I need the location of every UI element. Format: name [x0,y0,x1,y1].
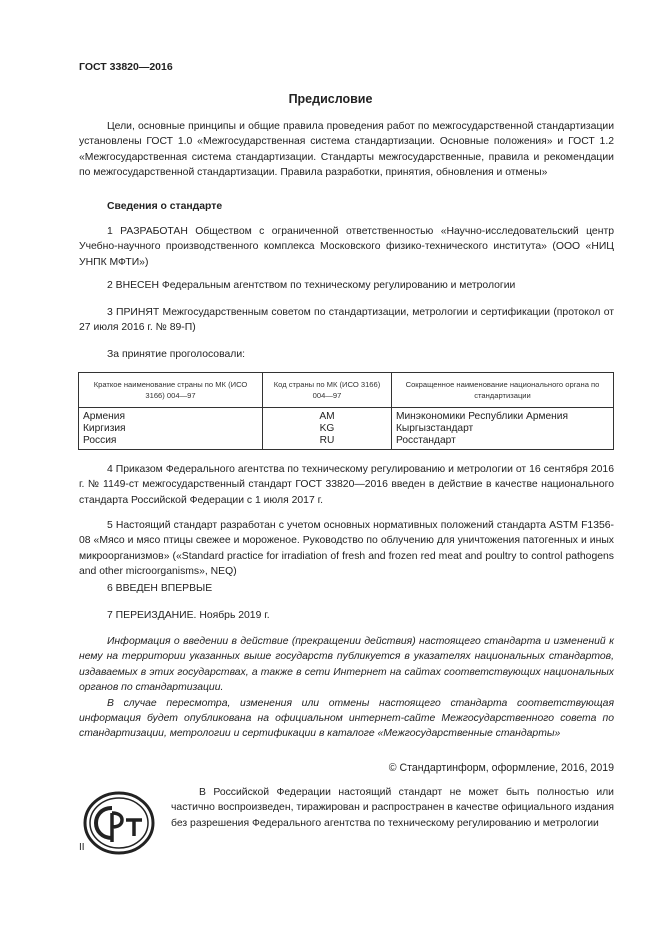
table-header-row [79,373,614,408]
country-name: Россия [83,434,117,446]
item-1-block [79,224,614,270]
org-name: Минэкономики Республики Армения [396,411,568,422]
org-name: Росстандарт [396,434,456,446]
rst-logo-icon [82,790,156,856]
intro-paragraph [79,119,614,181]
item-7: 7 ПЕРЕИЗДАНИЕ. Ноябрь 2019 г. [107,610,270,621]
reproduction-notice [171,785,614,831]
table-header-code: Код страны по МК (ИСО 3166) 004—97 [263,373,392,408]
voting-table [78,372,614,450]
table-cell-orgs [392,408,614,450]
page-number: II [79,842,85,853]
item-5-block [79,518,614,580]
item-2-block [79,278,614,293]
copyright: © Стандартинформ, оформление, 2016, 2019 [388,762,614,774]
item-5: 5 Настоящий стандарт разработан с учетом основных нормативных положений стандарта ASTM F1356-08 «Мясо и мясо птицы свежее и мороженое. Руководство по облучению для уничтожения патогенных и иных микроорганизмов» («Standard practice for irradiation of fresh and frozen red meat and poultry to control pathogens and other microorganisms», NEQ) [79,520,614,578]
item-3-block [79,305,614,336]
note-1: Информация о введении в действие (прекращении действия) настоящего стандарта и изменений к нему на территории указанных выше государств публикуется в указателях национальных стандартов, издаваемых в этих государствах, а также в сети Интернет на сайтах соответствующих национальных органов по стандартизации. [79,636,614,694]
item-6: 6 ВВЕДЕН ВПЕРВЫЕ [107,583,213,594]
info-heading-block [79,199,614,214]
info-heading: Сведения о стандарте [107,201,223,212]
table-header-org: Сокращенное наименование национального органа по стандартизации [392,373,614,408]
document-header: ГОСТ 33820—2016 [79,61,173,73]
note-2: В случае пересмотра, изменения или отмены настоящего стандарта соответствующая информация будет опубликована на официальном интернет-сайте Межгосударственного совета по стандартизации, метрологии и сертификации в каталоге «Межгосударственные стандарты» [79,697,614,740]
voted-label: За принятие проголосовали: [107,349,246,360]
item-6-block [79,581,614,596]
table-cell-codes [263,408,392,450]
item-3: 3 ПРИНЯТ Межгосударственным советом по стандартизации, метрологии и сертификации (протокол от 27 июля 2016 г. № 89-П) [79,307,614,334]
item-2: 2 ВНЕСЕН Федеральным агентством по техническому регулированию и метрологии [107,280,516,291]
page-title: Предисловие [288,92,373,106]
country-code: KG [319,422,335,434]
table-cell-countries [79,408,263,450]
table-header-country: Краткое наименование страны по МК (ИСО 3166) 004—97 [79,373,263,408]
notice-text: В Российской Федерации настоящий стандарт не может быть полностью или частично воспроизведен, тиражирован и распространен в качестве официального издания без разрешения Федерального агентства по техническому регулированию и метрологии [171,787,614,829]
org-name: Кыргызстандарт [396,422,474,434]
country-code: AM [319,411,335,422]
country-name: Армения [83,411,125,422]
table-body-row [79,408,614,450]
item-4: 4 Приказом Федерального агентства по техническому регулированию и метрологии от 16 сентября 2016 г. № 1149-ст межгосударственный стандарт ГОСТ 33820—2016 введен в действие в качестве национального стандарта Российской Федерации с 1 июля 2017 г. [79,464,614,506]
voted-block [79,347,614,362]
country-code: RU [319,434,335,446]
item-4-block [79,462,614,508]
intro-text: Цели, основные принципы и общие правила проведения работ по межгосударственной стандартизации установлены ГОСТ 1.0 «Межгосударственная система стандартизации. Основные положения» и ГОСТ 1.2 «Межгосударственная система стандартизации. Стандарты межгосударственные, правила и рекомендации по межгосударственной стандартизации. Правила разработки, принятия, обновления и отмены» [79,121,614,179]
item-1: 1 РАЗРАБОТАН Обществом с ограниченной ответственностью «Научно-исследовательский центр Учебно-научного производственного комплекса Московского физико-технического института» (ООО «НИЦ УНПК МФТИ») [79,226,614,268]
item-7-block [79,608,614,623]
info-notes [79,634,614,742]
country-name: Киргизия [83,422,126,434]
